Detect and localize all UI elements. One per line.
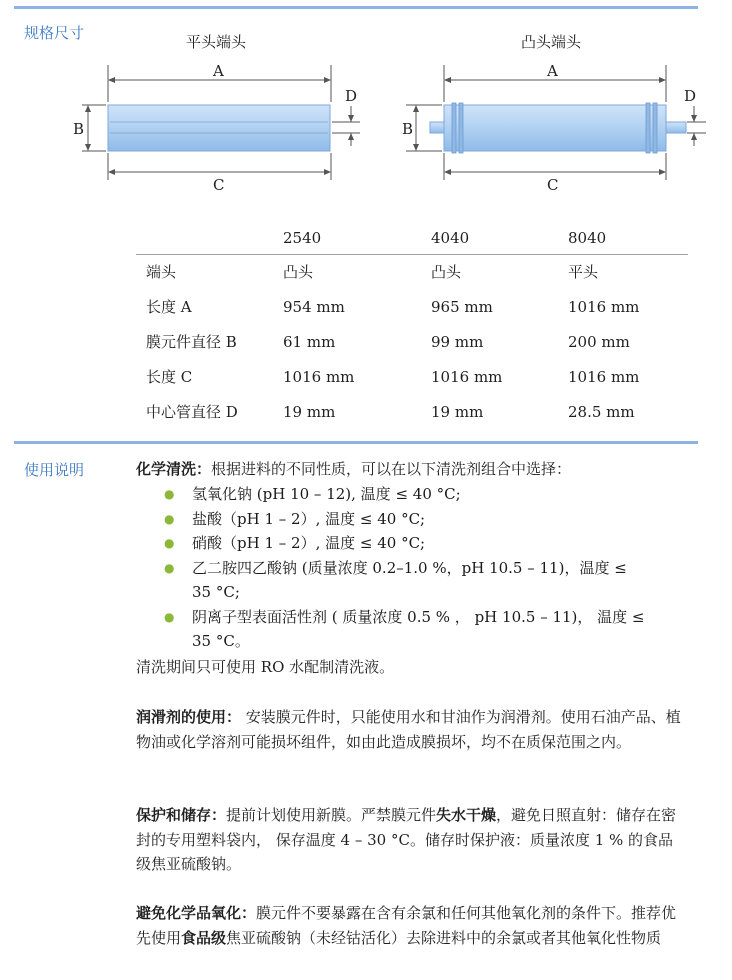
oxidation-paragraph — [136, 901, 686, 950]
storage-paragraph — [136, 803, 686, 877]
table-cell: 平头 — [568, 263, 599, 282]
table-row — [136, 289, 688, 324]
usage-section-label: 使用说明 — [24, 461, 85, 479]
table-header-cell: 4040 — [421, 222, 558, 254]
list-item: ● 氢氧化钠 (pH 10 – 12), 温度 ≤ 40 °C; — [136, 482, 696, 507]
cleaning-note: 清洗期间只可使用 RO 水配制清洗液。 — [136, 658, 395, 676]
storage-lead: 保护和储存： — [136, 806, 227, 824]
table-cell: 凸头 — [431, 263, 462, 282]
cleaning-text: 根据进料的不同性质，可以在以下清洗剂组合中选择： — [211, 460, 572, 478]
cleaning-agent-list — [136, 482, 696, 654]
list-item: ● 盐酸（pH 1 – 2）, 温度 ≤ 40 °C; — [136, 507, 696, 532]
list-item: ● 乙二胺四乙酸钠 (质量浓度 0.2–1.0 %，pH 10.5 – 11)，温度 ≤ 35 °C; — [136, 556, 636, 605]
lubricant-paragraph — [136, 705, 686, 754]
bullet-icon: ● — [164, 536, 175, 550]
storage-emphasis: 失水干燥 — [436, 806, 497, 824]
convex-dim-b: B — [402, 120, 414, 138]
oxidation-text-1: 膜元件不要暴露在含有余氯和任何其他氧化剂的条件下。推荐优先使用 — [136, 904, 677, 947]
convex-dim-d: D — [684, 87, 697, 105]
table-cell: 61 mm — [283, 332, 336, 351]
table-cell: 1016 mm — [568, 297, 640, 316]
oxidation-lead: 避免化学品氧化： — [136, 904, 257, 922]
table-cell: 19 mm — [431, 402, 484, 421]
table-cell: 中心管直径 D — [146, 403, 238, 421]
flat-dim-a: A — [213, 62, 224, 80]
table-cell: 1016 mm — [431, 367, 503, 386]
spec-section-label: 规格尺寸 — [24, 24, 85, 42]
table-cell: 凸头 — [283, 263, 314, 282]
table-header-cell: 2540 — [273, 222, 421, 254]
table-cell: 99 mm — [431, 332, 484, 351]
storage-text-2: ，避免日照直射：储存在密封的专用塑料袋内， 保存温度 4 – 30 °C。储存时保护液：质量浓度 1 % 的食品级焦亚硫酸钠。 — [136, 806, 677, 873]
table-cell: 954 mm — [283, 297, 345, 316]
convex-end-title: 凸头端头 — [521, 33, 582, 51]
list-item: ● 阴离子型表面活性剂 ( 质量浓度 0.5 % ， pH 10.5 – 11)， 温度 ≤ 35 °C。 — [136, 605, 656, 654]
flat-dim-d: D — [345, 87, 358, 105]
bullet-icon: ● — [164, 511, 175, 526]
flat-dim-c: C — [213, 176, 225, 194]
table-header-cell: 8040 — [558, 222, 688, 254]
bullet-icon: ● — [164, 609, 175, 624]
cleaning-intro — [136, 457, 696, 482]
convex-dim-c: C — [547, 176, 559, 194]
table-cell: 19 mm — [283, 402, 336, 421]
list-item: ● 硝酸（pH 1 – 2）, 温度 ≤ 40 °C; — [136, 531, 696, 556]
flat-end-title: 平头端头 — [186, 33, 247, 51]
table-cell: 端头 — [146, 263, 177, 282]
table-cell: 长度 C — [146, 368, 193, 386]
table-row — [136, 394, 688, 429]
table-row — [136, 254, 688, 289]
middle-rule — [14, 441, 698, 444]
bullet-icon: ● — [164, 560, 175, 575]
table-cell: 28.5 mm — [568, 402, 635, 421]
table-cell: 1016 mm — [283, 367, 355, 386]
storage-text-1: 提前计划使用新膜。严禁膜元件 — [226, 806, 437, 824]
table-row — [136, 359, 688, 394]
top-rule — [14, 6, 698, 9]
table-header-cell — [136, 222, 273, 254]
flat-dim-b: B — [73, 120, 85, 138]
table-row — [136, 324, 688, 359]
table-cell: 膜元件直径 B — [146, 333, 237, 351]
spec-table-header — [136, 222, 688, 254]
convex-dim-a: A — [547, 62, 558, 80]
table-cell: 200 mm — [568, 332, 630, 351]
oxidation-emphasis: 食品级 — [181, 928, 227, 947]
table-cell: 长度 A — [146, 298, 192, 316]
spec-table — [136, 222, 688, 429]
table-cell: 1016 mm — [568, 367, 640, 386]
lubricant-lead: 润滑剂的使用： — [136, 708, 242, 726]
oxidation-text-2: 焦亚硫酸钠（未经钴活化）去除进料中的余氯或者其他氧化性物质 — [226, 928, 662, 947]
bullet-icon: ● — [164, 487, 175, 501]
lubricant-text: 安装膜元件时，只能使用水和甘油作为润滑剂。使用石油产品、植物油或化学溶剂可能损坏组件，如由此造成膜损坏，均不在质保范围之内。 — [136, 708, 681, 751]
table-cell: 965 mm — [431, 297, 493, 316]
cleaning-lead: 化学清洗： — [136, 460, 212, 478]
